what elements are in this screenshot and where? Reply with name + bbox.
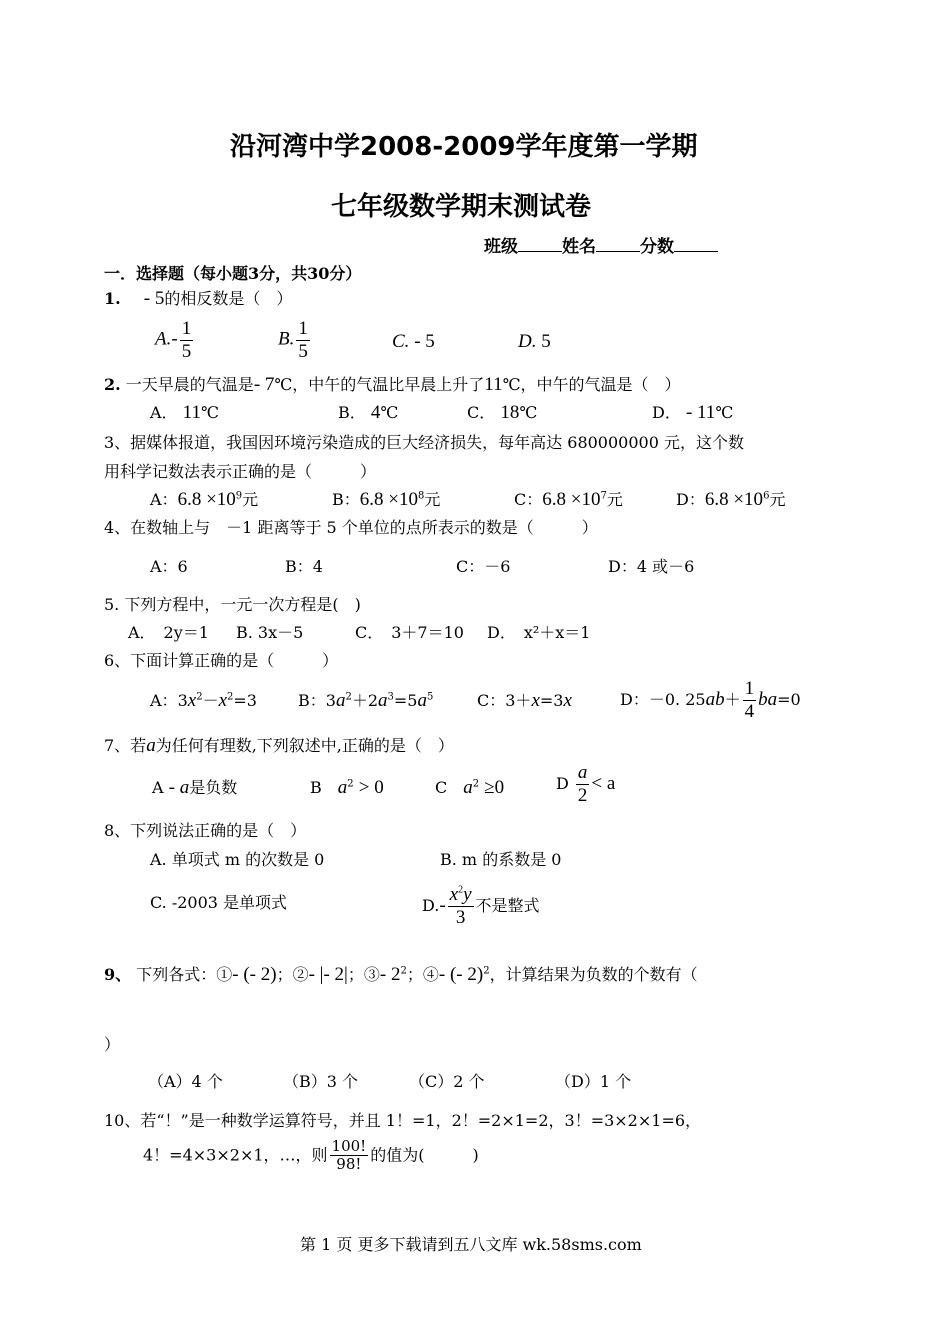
question-10-line1: 10、若“！”是一种数学运算符号，并且 1！=1，2！=2×1=2，3！=3×2×1=6， <box>104 1111 702 1130</box>
student-info-line <box>484 232 718 257</box>
q8-option-a: A. 单项式 m 的次数是 0 <box>150 850 325 869</box>
question-4: 4、在数轴上与 －1 距离等于 5 个单位的点所表示的数是（ ） <box>104 518 598 537</box>
q9-option-b: （B）3 个 <box>283 1072 359 1091</box>
q2-option-b: B． 4℃ <box>338 402 399 423</box>
q6-option-b: B：$3a^2+2a^3=5a^5$ <box>298 690 434 711</box>
class-blank[interactable] <box>518 237 562 252</box>
q8-option-d: D.- $\frac{x^2y}{3}$ 不是整式 <box>422 884 540 928</box>
question-7: 7、若a为任何有理数,下列叙述中,正确的是（ ） <box>104 735 454 756</box>
question-1: 1. - 5的相反数是（ ） <box>104 288 293 309</box>
q8-option-b: B. m 的系数是 0 <box>440 850 562 869</box>
name-blank[interactable] <box>596 237 640 252</box>
q7-option-b: B $a^2 > 0$ <box>310 777 384 798</box>
q1-option-c: C. - 5 <box>392 331 435 352</box>
question-3-line2: 用科学记数法表示正确的是（ ） <box>104 462 377 481</box>
q4-option-c: C：－6 <box>456 557 511 576</box>
question-8: 8、下列说法正确的是（ ） <box>104 821 307 840</box>
q3-option-a: A：$6.8 \times 10^9$元 <box>150 489 259 510</box>
q3-option-c: C：$6.8 \times 10^7$元 <box>514 489 623 510</box>
q5-option-a: A． 2y＝1 <box>128 623 209 642</box>
q9-close-paren: ） <box>104 1035 121 1054</box>
q1-option-b: B. $\frac{1}{5}$ <box>278 318 308 362</box>
question-9: 9、 下列各式：①- (- 2)；②- |- 2|；③- $2^2$；④- (- 2)$^2$，计算结果为负数的个数有（ <box>104 964 698 985</box>
score-blank[interactable] <box>674 237 718 252</box>
q9-option-a: （A）4 个 <box>148 1072 223 1091</box>
q7-option-c: C $a^2 \ge 0$ <box>435 777 505 798</box>
q5-option-c: C． 3＋7＝10 <box>355 623 464 642</box>
q4-option-d: D：4 或－6 <box>608 557 695 576</box>
q5-option-b: B. 3x－5 <box>236 623 304 642</box>
question-3-line1: 3、据媒体报道，我国因环境污染造成的巨大经济损失，每年高达 680000000 元，这个数 <box>104 433 744 452</box>
q6-option-d: D：－0. 25ab＋ $\frac{1}{4}$ ba=0 <box>620 678 801 722</box>
question-6: 6、下面计算正确的是（ ） <box>104 651 339 670</box>
q8-option-c: C. -2003 是单项式 <box>150 893 288 912</box>
q7-option-a: A - a是负数 <box>152 777 238 798</box>
q4-option-a: A：6 <box>150 557 188 576</box>
question-2: 2. 一天早晨的气温是- 7℃，中午的气温比早晨上升了11℃，中午的气温是（ ） <box>104 374 681 395</box>
class-label: 班级 <box>484 237 518 257</box>
page-subtitle: 七年级数学期末测试卷 <box>331 192 592 222</box>
q2-option-d: D． - 11℃ <box>652 402 734 423</box>
score-label: 分数 <box>640 237 674 257</box>
q5-option-d: D． x²＋x＝1 <box>487 623 591 642</box>
q3-option-b: B：$6.8 \times 10^8$元 <box>332 489 441 510</box>
q9-option-d: （D）1 个 <box>555 1072 632 1091</box>
q7-option-d: D $\frac{a}{2}$ < a <box>556 762 616 806</box>
section-heading: 一．选择题（每小题3分，共30分） <box>104 264 362 283</box>
q6-option-c: C：3＋x=3x <box>477 690 572 711</box>
q1-option-a: A.- $\frac{1}{5}$ <box>155 318 192 362</box>
page-title: 沿河湾中学2008-2009学年度第一学期 <box>230 132 698 162</box>
question-5: 5. 下列方程中，一元一次方程是( ) <box>104 595 361 614</box>
q2-option-a: A． 11℃ <box>150 402 219 423</box>
q6-option-a: A：$3x^2-x^2=3$ <box>150 690 257 711</box>
q2-option-c: C． 18℃ <box>467 402 538 423</box>
q3-option-d: D：$6.8 \times 10^6$元 <box>676 489 786 510</box>
question-10-line2: 4！=4×3×2×1，…，则 $\frac{100!}{98!}$ 的值为( ) <box>143 1137 479 1174</box>
q1-option-d: D. 5 <box>518 331 551 352</box>
name-label: 姓名 <box>562 237 596 257</box>
page-footer: 第 1 页 更多下载请到五八文库 wk.58sms.com <box>300 1235 642 1254</box>
q9-option-c: （C）2 个 <box>409 1072 485 1091</box>
q4-option-b: B：4 <box>285 557 323 576</box>
